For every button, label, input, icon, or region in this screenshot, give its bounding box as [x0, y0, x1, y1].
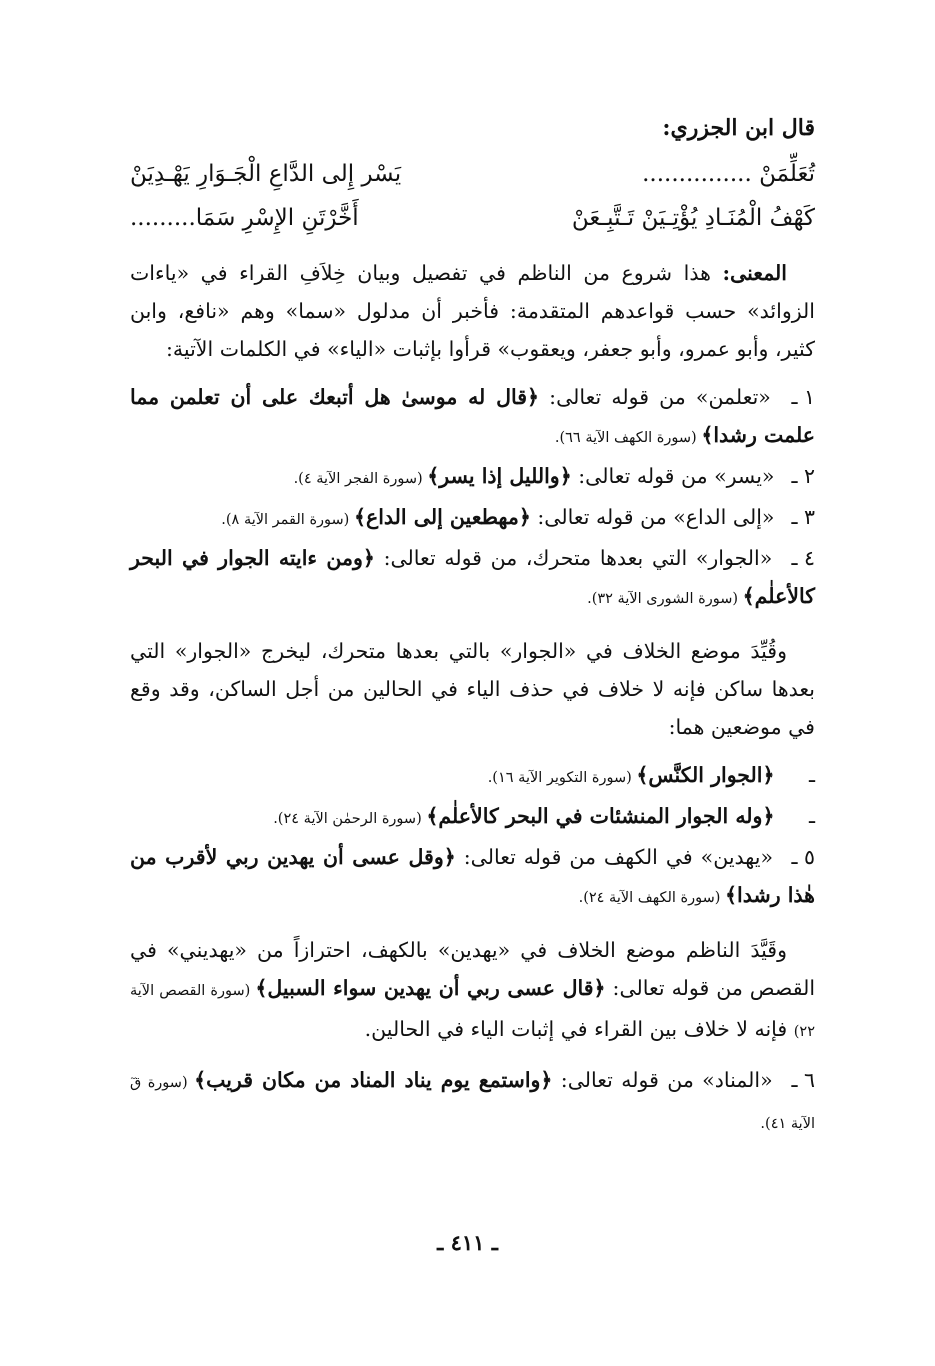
paragraph-text: وقَيَّدَ الناظم موضع الخلاف في «يهدين» بالكهف، احترازاً من «يهديني» في القصص من قوله تعالى:	[130, 938, 816, 1000]
meaning-label: المعنى:	[722, 261, 787, 285]
quran-quote: ﴿الجوار الكنَّس﴾	[636, 763, 775, 787]
list-item	[130, 756, 815, 797]
item-text: «المناد» من قوله تعالى:	[552, 1068, 773, 1092]
poem-hemistich-left: يَسْر إِلى الدَّاعِ الْجَـوَارِ يَهْـدِيَنْ	[130, 161, 402, 187]
meaning-paragraph	[130, 254, 815, 368]
surah-reference: (سورة الكهف الآية ٢٤).	[578, 890, 726, 906]
poem-hemistich-right: تُعَلِّمَنْ ...............	[642, 161, 815, 187]
surah-reference: (سورة القصص الآية ٢٢)	[130, 983, 815, 1040]
surah-reference: (سورة الشورى الآية ٣٢).	[587, 591, 743, 607]
list-item	[130, 539, 815, 618]
item-number: ٤ ـ	[791, 546, 815, 570]
poem-hemistich-right: كَهْفُ الْمُنَـادِ يُؤْتِـيَنْ تَـتَّبِـعَنْ	[571, 205, 815, 231]
item-number: ١ ـ	[791, 385, 815, 409]
surah-reference: (سورة الكهف الآية ٦٦).	[554, 430, 702, 446]
surah-reference: (سورة الفجر الآية ٤).	[293, 471, 428, 487]
quran-quote: ﴿وله الجوار المنشئات في البحر كالأعلٰم﴾	[426, 804, 775, 828]
surah-reference: (سورة قٓ الآية ٤١).	[130, 1075, 815, 1132]
item-number: ـ	[808, 804, 815, 828]
list-item	[130, 797, 815, 838]
poem-block	[130, 152, 815, 240]
list-item	[130, 838, 815, 917]
item-number: ٦ ـ	[791, 1068, 815, 1092]
list-block-3	[130, 1061, 815, 1143]
surah-reference: (سورة التكوير الآية ١٦).	[487, 770, 637, 786]
quran-quote: ﴿مهطعين إلى الداع﴾	[353, 505, 531, 529]
item-text: «الجوار» التي بعدها متحرك، من قوله تعالى:	[374, 546, 773, 570]
poem-hemistich-left: أَخَّرْتَنِ الإِسْرِ سَمَا.........	[130, 205, 359, 231]
poem-line	[130, 152, 815, 196]
section-heading: قال ابن الجزري:	[662, 115, 815, 141]
list-block-2	[130, 756, 815, 917]
item-number: ـ	[808, 763, 815, 787]
poem-line	[130, 196, 815, 240]
quran-quote: ﴿وقل عسى أن يهدين ربي لأقرب من هٰذا رشدا﴾	[130, 845, 815, 907]
list-item	[130, 498, 815, 539]
restriction-paragraph: وقُيِّدَ موضع الخلاف في «الجوار» بالتي بعدها متحرك، ليخرج «الجوار» التي بعدها ساكن فإنه لا خلاف في حذف الياء في الحالين من أجل الساكن، وقد وقع في موضعين هما:	[130, 639, 815, 739]
quran-quote: ﴿قال عسى ربي أن يهدين سواء السبيل﴾	[255, 976, 606, 1000]
page-content	[130, 108, 815, 1326]
meaning-text: هذا شروع من الناظم في تفصيل وبيان خِلاَفِ القراء في «ياءات الزوائد» حسب قواعدهم المتقدمة: فأخبر أن مدلول «سما» وهم «نافع، وابن كثير، وأبو عمرو، وأبو جعفر، ويعقوب» قرأوا بإثبات «الياء» في الكلمات الآتية:	[130, 261, 815, 361]
list-item	[130, 378, 815, 457]
paragraph-tail: فإنه لا خلاف بين القراء في إثبات الياء في الحالين.	[364, 1017, 794, 1041]
quran-quote: ﴿واستمع يوم يناد المناد من مكان قريب﴾	[194, 1068, 553, 1092]
item-number: ٣ ـ	[791, 505, 815, 529]
page-number: ـ ٤١١ ـ	[437, 1230, 498, 1255]
item-text: «يسر» من قوله تعالى:	[571, 464, 775, 488]
item-text: «يهدين» في الكهف من قوله تعالى:	[455, 845, 773, 869]
surah-reference: (سورة القمر الآية ٨).	[221, 512, 354, 528]
list-block-1	[130, 378, 815, 618]
list-item	[130, 1061, 815, 1143]
item-number: ٢ ـ	[791, 464, 815, 488]
quran-quote: ﴿والليل إذا يسر﴾	[427, 464, 572, 488]
surah-reference: (سورة الرحمٰن الآية ٢٤).	[273, 811, 427, 827]
item-text: «تعلمن» من قوله تعالى:	[539, 385, 771, 409]
quran-quote: ﴿قال له موسىٰ هل أتبعك على أن تعلمن مما علمت رشدا﴾	[130, 385, 815, 447]
kahf-restriction-paragraph	[130, 931, 815, 1051]
quran-quote: ﴿ومن ءايته الجوار في البحر كالأعلٰم﴾	[130, 546, 815, 608]
item-number: ٥ ـ	[791, 845, 815, 869]
item-text: «إلى الداع» من قوله تعالى:	[530, 505, 775, 529]
list-item	[130, 457, 815, 498]
